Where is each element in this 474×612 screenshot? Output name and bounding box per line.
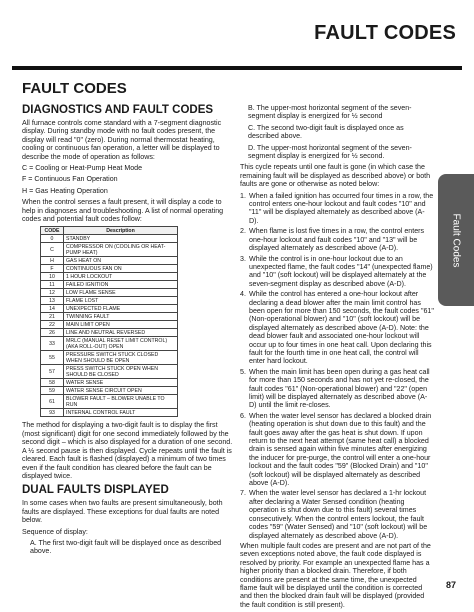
table-row xyxy=(41,305,178,313)
sequence-label: Sequence of display: xyxy=(22,527,88,536)
table-row xyxy=(41,321,178,329)
list-item xyxy=(240,489,434,539)
table-row xyxy=(41,265,178,273)
description-cell: PRESSURE SWITCH STUCK CLOSED WHEN SHOULD BE OPEN xyxy=(64,351,178,365)
code-cell: 0 xyxy=(41,235,64,243)
table-row xyxy=(41,273,178,281)
description-cell: BLOWER FAULT – BLOWER UNABLE TO RUN xyxy=(64,395,178,409)
dual-faults-paragraph: In some cases when two faults are present simultaneously, both faults are displayed. These exceptions for dual faults are noted below. xyxy=(22,499,223,525)
table-row xyxy=(41,365,178,379)
description-column-header: Description xyxy=(64,227,178,235)
table-row xyxy=(41,395,178,409)
code-cell: 61 xyxy=(41,395,64,409)
code-cell: 11 xyxy=(41,281,64,289)
table-row xyxy=(41,379,178,387)
table-row xyxy=(41,281,178,289)
list-number: 7. xyxy=(240,489,246,498)
code-cell: 12 xyxy=(41,289,64,297)
code-cell: 14 xyxy=(41,305,64,313)
right-column xyxy=(240,104,434,612)
description-cell: INTERNAL CONTROL FAULT xyxy=(64,409,178,417)
list-number: 6. xyxy=(240,411,246,420)
code-cell: F xyxy=(41,265,64,273)
list-item xyxy=(240,192,434,226)
side-tab-label: Fault Codes xyxy=(450,213,462,267)
code-cell: 33 xyxy=(41,337,64,351)
table-row xyxy=(41,243,178,257)
table-row xyxy=(41,257,178,265)
description-cell: LOW FLAME SENSE xyxy=(64,289,178,297)
fault-code-table xyxy=(40,226,178,417)
sequence-step-a: A. The first two-digit fault will be displayed once as described above. xyxy=(30,538,222,556)
description-cell: 1 HOUR LOCKOUT xyxy=(64,273,178,281)
list-item xyxy=(240,227,434,252)
description-cell: PRESS SWITCH STUCK OPEN WHEN SHOULD BE CLOSED xyxy=(64,365,178,379)
list-item xyxy=(240,290,434,366)
table-row xyxy=(41,235,178,243)
code-cell: 57 xyxy=(41,365,64,379)
mode-heating: H = Gas Heating Operation xyxy=(22,186,108,195)
description-cell: WATER SENSE CIRCUIT OPEN xyxy=(64,387,178,395)
intro-paragraph: All furnace controls come standard with a 7-segment diagnostic display. During standby mode with no fault codes present, the display will read "0" (zero). During normal thermostat heating, cooling or continuous fan operation, a letter will be displayed to describe the mode of operation as follows: xyxy=(22,119,222,161)
code-cell: 55 xyxy=(41,351,64,365)
code-cell: 13 xyxy=(41,297,64,305)
description-cell: MRLC (MANUAL RESET LIMIT CONTROL) (AKA ROLL-OUT) OPEN xyxy=(64,337,178,351)
list-text: When the main limit has been open during a gas heat call for more than 150 seconds and has not yet re-closed, the fault codes "61" (Non-operational blower) and "22" (open limit) will be displayed alternately as described above (A-D) until the limit re-closes. xyxy=(249,367,430,410)
table-row xyxy=(41,313,178,321)
table-row xyxy=(41,329,178,337)
code-cell: 22 xyxy=(41,321,64,329)
page-number: 87 xyxy=(445,580,456,590)
list-number: 4. xyxy=(240,290,246,299)
section-title: FAULT CODES xyxy=(22,80,127,97)
list-text: When a failed ignition has occurred four times in a row, the control enters one-hour lockout and fault codes "10" and "11" will be displayed alternately as described above (A-D). xyxy=(249,191,434,225)
sequence-step-b: B. The upper-most horizontal segment of the seven-segment display is energized for ½ second xyxy=(248,104,412,121)
list-item xyxy=(240,368,434,410)
description-cell: GAS HEAT ON xyxy=(64,257,178,265)
cycle-paragraph: This cycle repeats until one fault is gone (in which case the remaining fault will be displayed as described above) or both faults are gone or otherwise as noted below: xyxy=(240,163,431,189)
list-item xyxy=(240,255,434,289)
code-cell: H xyxy=(41,257,64,265)
sequence-step-c: C. The second two-digit fault is displayed once as described above. xyxy=(248,123,404,141)
left-column xyxy=(22,104,234,559)
list-text: When the water level sensor has declared a 1-hr lockout after declaring a Water Sensed condition (heating operation is shut down due to this fault) several times consecutively. When the control enters lockout, the fault codes "59" (Water Sensed) and "10" (soft lockout) will be displayed alternately as described above (A-D). xyxy=(249,489,428,540)
fault-intro-paragraph: When the control senses a fault present, it will display a code to help in diagnoses and troubleshooting. A list of normal operating codes and potential fault codes follow: xyxy=(22,198,224,224)
table-header-row xyxy=(41,227,178,235)
description-cell: WATER SENSE xyxy=(64,379,178,387)
description-cell: LINE AND NEUTRAL REVERSED xyxy=(64,329,178,337)
table-row xyxy=(41,337,178,351)
side-tab xyxy=(438,174,474,306)
mode-fan: F = Continuous Fan Operation xyxy=(22,175,118,184)
list-text: When flame is lost five times in a row, the control enters one-hour lockout and fault codes "10" and "13" will be displayed alternately as described above (A-D). xyxy=(249,227,425,253)
diagnostics-heading: DIAGNOSTICS AND FAULT CODES xyxy=(22,104,214,116)
code-column-header: CODE xyxy=(41,227,64,235)
list-number: 1. xyxy=(240,191,246,200)
code-cell: 26 xyxy=(41,329,64,337)
description-cell: CONTINUOUS FAN ON xyxy=(64,265,178,273)
code-cell: 93 xyxy=(41,409,64,417)
table-row xyxy=(41,289,178,297)
table-row xyxy=(41,409,178,417)
code-cell: 59 xyxy=(41,387,64,395)
closing-paragraph: When multiple fault codes are present and are not part of the seven exceptions noted above, the fault code displayed is resolved by priority. For example an unexpected flame has a higher priority than a blocked drain. Therefore, if both conditions are present at the same time, the unexpected flame fault will be displayed until the condition is corrected and then the blocked drain fault will be displayed (provided the fault condition is still present). xyxy=(240,541,431,609)
code-cell: 21 xyxy=(41,313,64,321)
description-cell: FLAME LOST xyxy=(64,297,178,305)
table-row xyxy=(41,387,178,395)
header-rule xyxy=(12,66,462,70)
description-cell: FAILED IGNITION xyxy=(64,281,178,289)
table-row xyxy=(41,351,178,365)
dual-faults-heading: DUAL FAULTS DISPLAYED xyxy=(22,484,169,497)
description-cell: UNEXPECTED FLAME xyxy=(64,305,178,313)
code-cell: 58 xyxy=(41,379,64,387)
list-number: 5. xyxy=(240,367,246,376)
list-number: 3. xyxy=(240,254,246,263)
list-text: When the water level sensor has declared a blocked drain (heating operation is shut down due to this fault) and the fault goes away after the gas heat is shut down. If upon return to the next heat attempt (same heat call) a blocked drain is sensed again within five minutes after energizing the inducer for pre-purge, the control will enter a one-hour lockout and the fault codes "59" (Blocked Drain) and "10" (soft lockout) will be displayed alternately as described above (A-D). xyxy=(249,411,432,488)
two-digit-paragraph: The method for displaying a two-digit fault is to display the first (most significant) digit for one second immediately followed by the second digit – which is also displayed for a duration of one second. A ½ second pause is then displayed. Cycle repeats until the fault is cleared. Each fault is flashed (displayed) a minimum of two times even if the fault condition has cleared before the fault can be displayed twice. xyxy=(22,421,233,480)
page-header-title: FAULT CODES xyxy=(314,22,456,44)
description-cell: STANDBY xyxy=(64,235,178,243)
list-item xyxy=(240,412,434,488)
description-cell: TWINNING FAULT xyxy=(64,313,178,321)
code-cell: C xyxy=(41,243,64,257)
description-cell: MAIN LIMIT OPEN xyxy=(64,321,178,329)
table-row xyxy=(41,297,178,305)
mode-cooling: C = Cooling or Heat-Pump Heat Mode xyxy=(22,164,143,173)
sequence-step-d: D. The upper-most horizontal segment of the seven-segment display is energized for ½ second. xyxy=(248,143,412,161)
list-text: While the control is in one-hour lockout due to an unexpected flame, the fault codes "14" (unexpected flame) and "10" (soft lockout) will be displayed alternately at the seven-segment display as described above (A-D). xyxy=(249,254,433,288)
list-number: 2. xyxy=(240,227,246,236)
code-cell: 10 xyxy=(41,273,64,281)
description-cell: COMPRESSOR ON (COOLING OR HEAT-PUMP HEAT) xyxy=(64,243,178,257)
list-text: While the control has entered a one-hour lockout after declaring a dead blower after the main limit control has been open for more than 150 seconds, the fault codes "61" (Non-operational blower) and "10" (soft lockout) will be displayed alternately as described above (A-D). Note: the dead blower fault and associated one-hour lockout will occur up to four times in one heat call. Upon declaring this fault for the fourth time in one heat call, the control will enter hard lockout. xyxy=(249,290,434,366)
